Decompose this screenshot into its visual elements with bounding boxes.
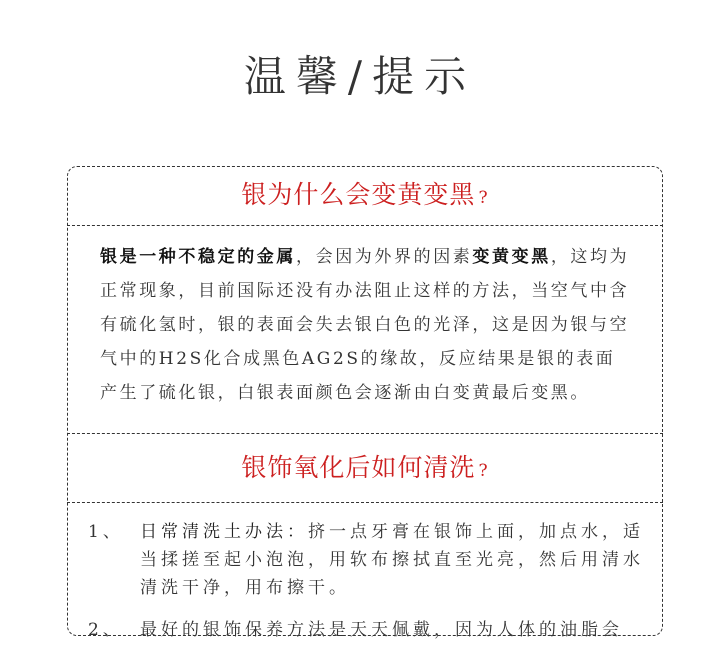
item-lead: 日常清洗土办法：: [140, 522, 308, 542]
list-item: [88, 518, 658, 602]
paragraph-text: ，这均为正常现象，目前国际还没有办法阻止这样的方法，当空气中含有硫化氢时，银的表面会失去银白色的光泽，这是因为银与空气中的H2S化合成黑色AG2S的缘故，反应结果是银的表面产生了硫化银，白银表面颜色会逐渐由白变黄最后变黑。: [100, 247, 630, 403]
explanation-paragraph: [100, 240, 630, 410]
divider: [67, 225, 663, 226]
item-number: 2、: [88, 620, 124, 640]
divider: [67, 433, 663, 434]
page-title: 温馨/提示: [243, 52, 477, 101]
item-text: 最好的银饰保养方法是天天佩戴，因为人体的油脂会: [140, 620, 623, 640]
list-item: [88, 616, 658, 644]
paragraph-text: ，会因为外界的因素: [296, 247, 473, 267]
section-heading-text: 银为什么会变黄变黑: [241, 180, 476, 209]
item-text: 挤一点牙膏在银饰上面，加点水，适当揉搓至起小泡泡，用软布擦拭直至光亮，然后用清水清洗干净，用布擦干。: [140, 522, 644, 598]
divider: [67, 502, 663, 503]
item-number: 1、: [88, 522, 124, 542]
section-heading-cleaning: [67, 451, 663, 488]
bold-highlight: 变黄变黑: [472, 247, 551, 267]
question-mark: ?: [478, 188, 489, 208]
section-heading-text: 银饰氧化后如何清洗: [241, 453, 476, 482]
question-mark: ?: [478, 461, 489, 481]
section-heading-why-silver-darkens: [67, 178, 663, 215]
bold-intro: 银是一种不稳定的金属: [100, 247, 296, 267]
cleaning-tips-list: [88, 518, 658, 658]
